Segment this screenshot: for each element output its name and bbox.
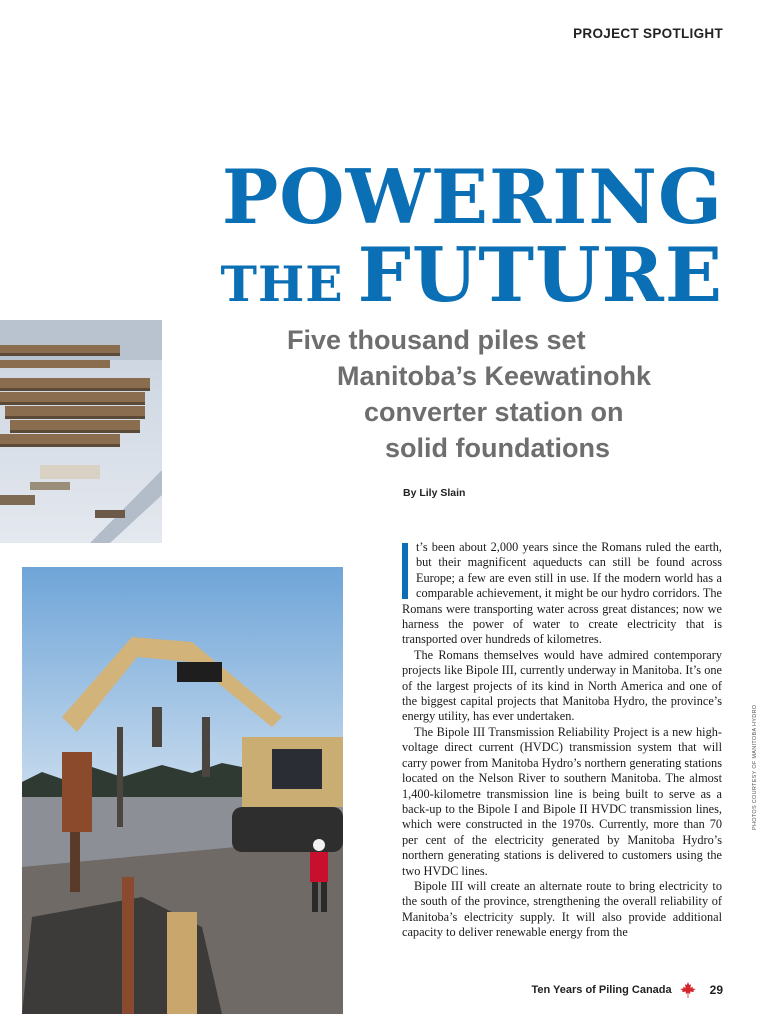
headline-future: FUTURE (357, 231, 723, 319)
photo-credit: PHOTOS COURTESY OF MANITOBA HYDRO (752, 704, 758, 830)
article-paragraph: Bipole III will create an alternate route to bring electricity to the south of the province, strengthening the overall reliability of Manitoba’s electricity supply. It will also provide additional capacity to deliver renewable energy from the (402, 878, 722, 940)
subtitle-line: solid foundations (385, 433, 610, 463)
dropcap-bar (402, 543, 408, 599)
headline-line-1: POWERING (221, 153, 723, 241)
maple-leaf-icon (680, 982, 696, 998)
subtitle (250, 322, 750, 466)
section-label: PROJECT SPOTLIGHT (573, 26, 723, 41)
headline-line-2 (220, 231, 723, 319)
article-paragraph (402, 540, 722, 648)
aerial-camp-photo (0, 320, 162, 543)
page-number: 29 (709, 983, 723, 997)
headline-the: THE (220, 255, 344, 313)
byline: By Lily Slain (403, 487, 466, 499)
article-body (402, 540, 722, 941)
publication-name: Ten Years of Piling Canada (531, 984, 672, 996)
pile-driving-photo (22, 567, 343, 1014)
article-paragraph: The Bipole III Transmission Reliability Project is a new high-voltage direct current (HVDC) transmission system that will carry power from Manitoba Hydro’s northern generating stations located on the Nelson River to southern Manitoba. The almost 1,400-kilometre transmission line is being built to serve as a back-up to the Bipole I and Bipole II HVDC transmission lines, which were constructed in the 1970s. Currently, more than 70 per cent of the electricity generated by Manitoba Hydro’s northern generating stations is delivered to customers using the two HVDC lines. (402, 724, 722, 878)
subtitle-line: converter station on (364, 397, 624, 427)
article-paragraph-text: t’s been about 2,000 years since the Romans ruled the earth, but their magnificent aqueducts can still be found across Europe; a few are even still in use. If the modern world has a comparable achievement, it might be our hydro corridors. The Romans were transporting water across great distances; now we harness the power of water to create electricity that is transported over hundreds of kilometres. (402, 540, 722, 647)
subtitle-line: Five thousand piles set (287, 325, 586, 355)
page-footer (531, 982, 723, 998)
subtitle-line: Manitoba’s Keewatinohk (337, 361, 652, 391)
article-paragraph: The Romans themselves would have admired contemporary projects like Bipole III, currently underway in Manitoba. It’s one of the largest projects of its kind in North America and one of the biggest capital projects that Manitoba Hydro, the province’s energy utility, has ever undertaken. (402, 647, 722, 724)
